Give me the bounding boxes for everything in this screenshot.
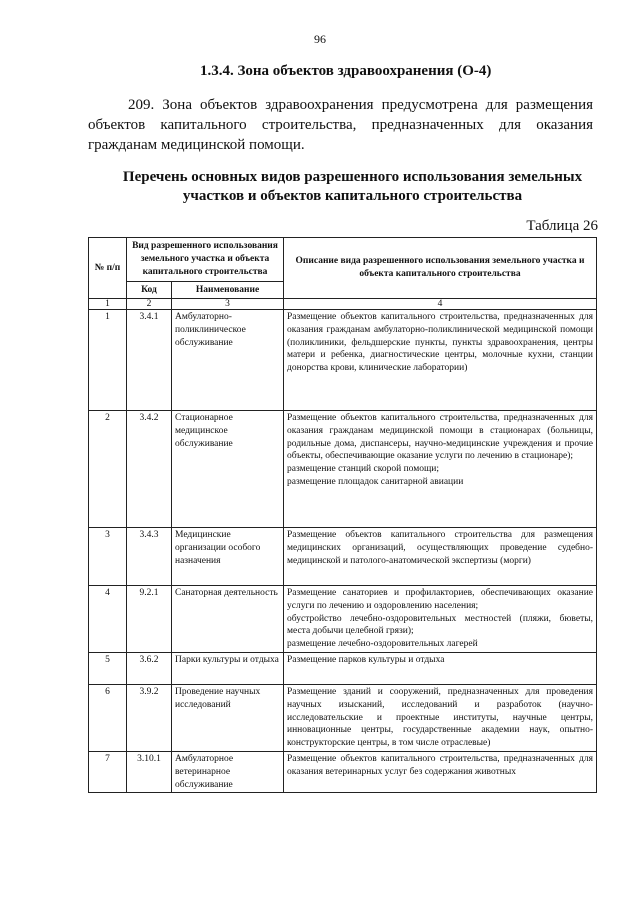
description-line: обустройство лечебно-оздоровительных местностей (пляжи, бюветы, места добычи целебной грязи); bbox=[287, 613, 593, 637]
row-code: 3.4.3 bbox=[127, 528, 172, 586]
table-row bbox=[89, 586, 597, 653]
row-name: Парки культуры и отдыха bbox=[172, 653, 284, 685]
row-number: 6 bbox=[89, 685, 127, 752]
description-line: Размещение объектов капитального строительства, предназначенных для оказания гражданам медицинской помощи в стационарах (больницы, родильные дома, диспансеры, научно-медицинские учреждения и прочие объекты, обеспечивающие оказание услуги по лечению в стационаре); bbox=[287, 413, 593, 462]
row-number: 5 bbox=[89, 653, 127, 685]
list-heading bbox=[100, 168, 605, 206]
description-line: Размещение объектов капитального строительства, предназначенных для оказания ветеринарных услуг без содержания животных bbox=[287, 753, 593, 777]
header-type-group: Вид разрешенного использования земельного участка и объекта капитального строительства bbox=[127, 238, 284, 282]
row-description bbox=[284, 411, 597, 528]
header-description: Описание вида разрешенного использования земельного участка и объекта капитального строительства bbox=[284, 238, 597, 299]
row-name: Стационарное медицинское обслуживание bbox=[172, 411, 284, 528]
row-code: 3.6.2 bbox=[127, 653, 172, 685]
page-number: 96 bbox=[314, 32, 326, 46]
table-row bbox=[89, 751, 597, 792]
row-name: Амбулаторное ветеринарное обслуживание bbox=[172, 751, 284, 792]
column-number: 4 bbox=[284, 299, 597, 310]
table-label: Таблица 26 bbox=[526, 218, 598, 234]
row-number: 2 bbox=[89, 411, 127, 528]
table-row bbox=[89, 310, 597, 411]
row-name: Проведение научных исследований bbox=[172, 685, 284, 752]
table-row bbox=[89, 411, 597, 528]
description-line: размещение лечебно-оздоровительных лагерей bbox=[287, 639, 478, 650]
column-number: 3 bbox=[172, 299, 284, 310]
description-line: Размещение зданий и сооружений, предназначенных для проведения научных изысканий, исследований и разработок (научно-исследовательские и проектные институты, научные центры, инновационные центры, государственные академии наук, опытно-конструкторские центры, в том числе отраслевые) bbox=[287, 687, 593, 749]
intro-text: 209. Зона объектов здравоохранения предусмотрена для размещения объектов капитального строительства, предназначенных для оказания гражданам медицинской помощи. bbox=[88, 97, 593, 153]
row-description bbox=[284, 528, 597, 586]
description-line: Размещение объектов капитального строительства для размещения медицинских организаций, осуществляющих проведение судебно-медицинской и патолого-анатомической экспертизы (морги) bbox=[287, 530, 593, 566]
row-code: 3.9.2 bbox=[127, 685, 172, 752]
zone-title: 1.3.4. Зона объектов здравоохранения (О-4) bbox=[200, 63, 492, 79]
row-name: Санаторная деятельность bbox=[172, 586, 284, 653]
header-code: Код bbox=[127, 282, 172, 299]
row-number: 1 bbox=[89, 310, 127, 411]
row-description bbox=[284, 586, 597, 653]
description-line: Размещение парков культуры и отдыха bbox=[287, 655, 445, 665]
list-heading-line1: Перечень основных видов разрешенного использования земельных bbox=[122, 169, 583, 185]
row-code: 3.4.1 bbox=[127, 310, 172, 411]
row-description bbox=[284, 310, 597, 411]
row-number: 4 bbox=[89, 586, 127, 653]
column-number: 1 bbox=[89, 299, 127, 310]
table-header-row bbox=[89, 238, 597, 282]
table-row bbox=[89, 653, 597, 685]
row-name: Медицинские организации особого назначения bbox=[172, 528, 284, 586]
column-number-row bbox=[89, 299, 597, 310]
description-line: Размещение объектов капитального строительства, предназначенных для оказания гражданам амбулаторно-поликлинической медицинской помощи (поликлиники, фельдшерские пункты, пункты здравоохранения, центры матери и ребенка, диагностические центры, молочные кухни, станции донорства крови, клинические лаборатории) bbox=[287, 312, 593, 374]
row-code: 3.4.2 bbox=[127, 411, 172, 528]
permitted-use-table bbox=[88, 237, 597, 793]
table-row bbox=[89, 528, 597, 586]
list-heading-line2: участков и объектов капитального строительства bbox=[182, 188, 523, 204]
header-num: № п/п bbox=[89, 238, 127, 299]
intro-paragraph bbox=[88, 95, 593, 155]
row-description bbox=[284, 653, 597, 685]
row-number: 3 bbox=[89, 528, 127, 586]
row-code: 9.2.1 bbox=[127, 586, 172, 653]
row-description bbox=[284, 751, 597, 792]
description-line: размещение станций скорой помощи; bbox=[287, 464, 440, 475]
description-line: размещение площадок санитарной авиации bbox=[287, 476, 464, 487]
row-description bbox=[284, 685, 597, 752]
table-row bbox=[89, 685, 597, 752]
header-name: Наименование bbox=[172, 282, 284, 299]
row-number: 7 bbox=[89, 751, 127, 792]
column-number: 2 bbox=[127, 299, 172, 310]
row-code: 3.10.1 bbox=[127, 751, 172, 792]
row-name: Амбулаторно-поликлиническое обслуживание bbox=[172, 310, 284, 411]
description-line: Размещение санаториев и профилакториев, обеспечивающих оказание услуги по лечению и оздоровлению населения; bbox=[287, 588, 593, 611]
